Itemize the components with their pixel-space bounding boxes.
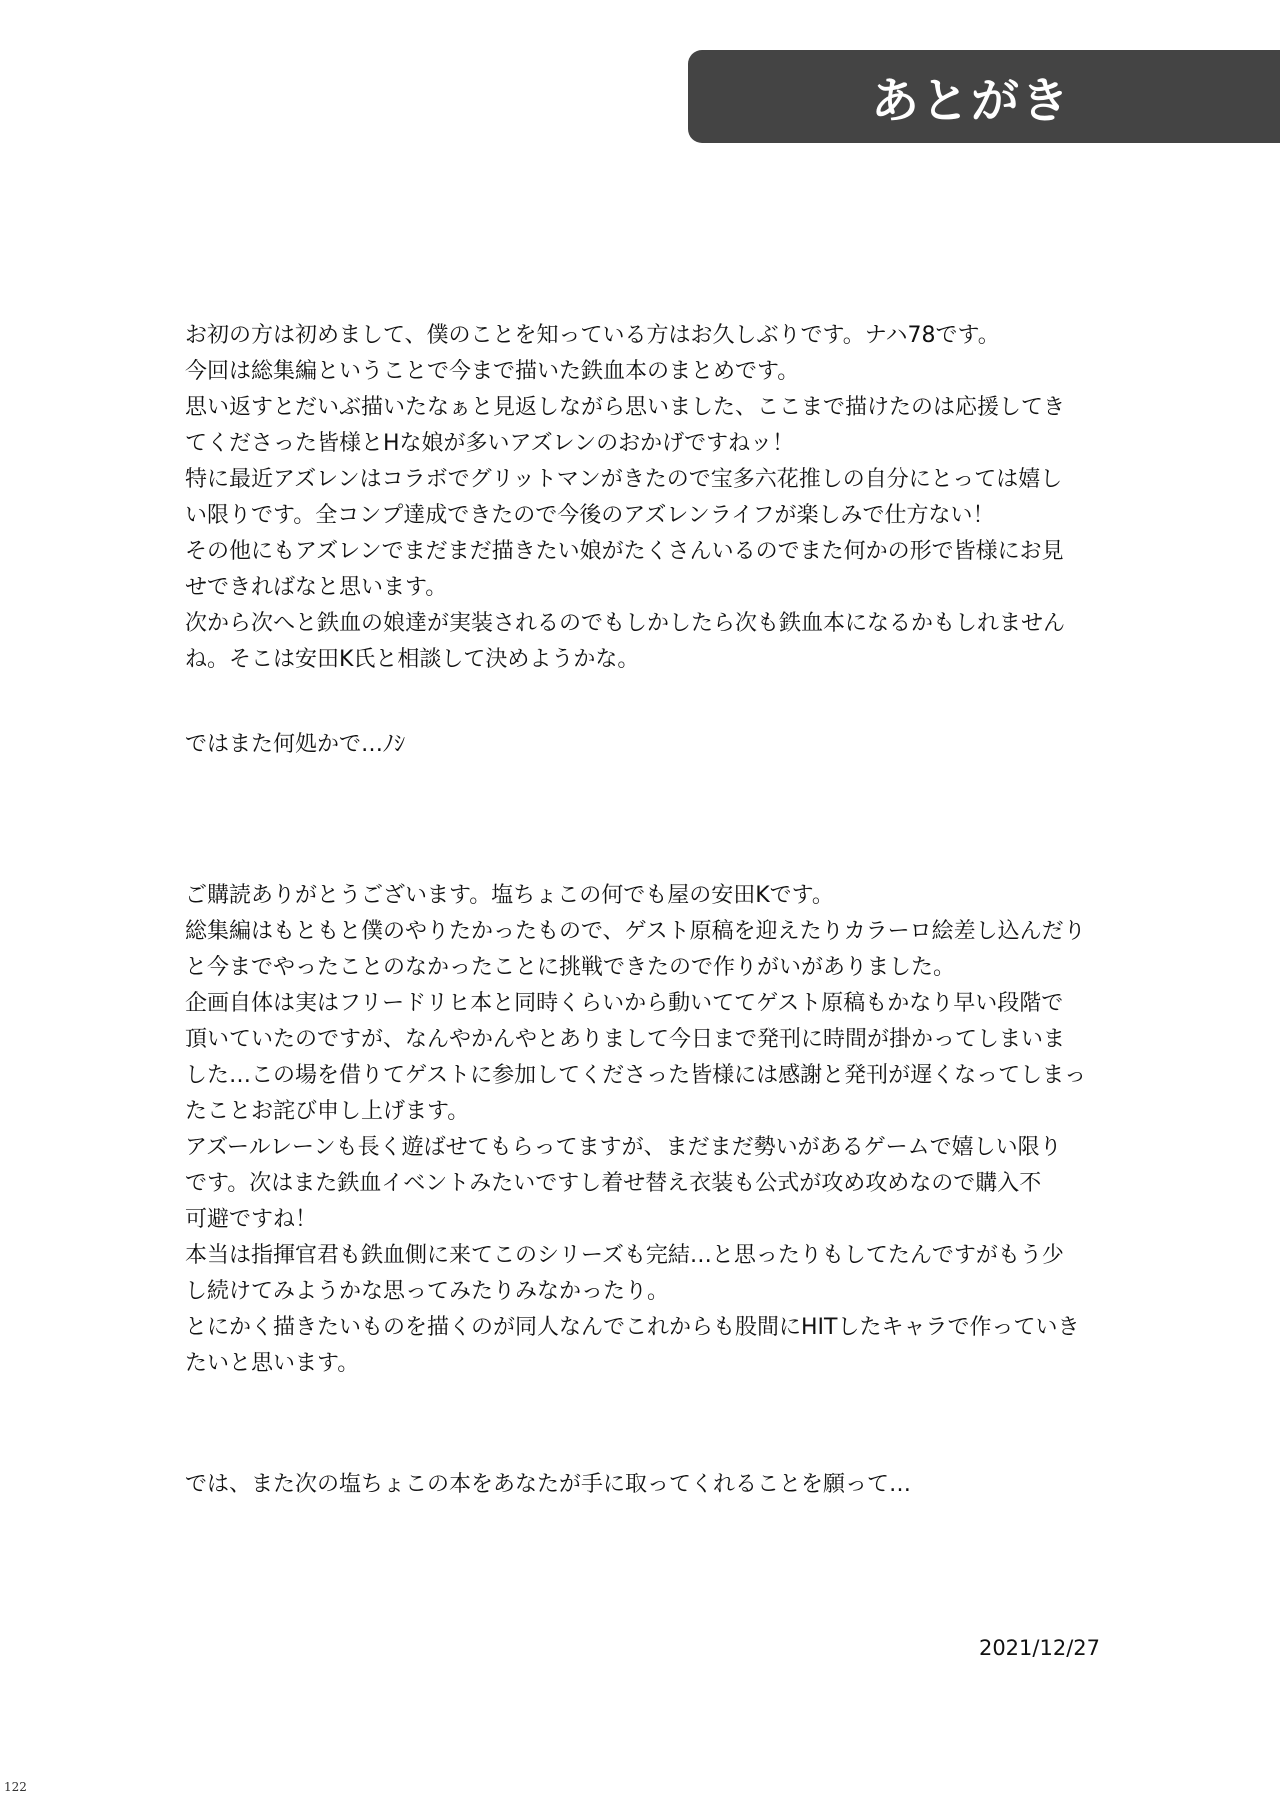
paragraph-line: 思い返すとだいぶ描いたなぁと見返しながら思いました、ここまで描けたのは応援してき bbox=[185, 395, 1066, 420]
afterword-section-1-closing bbox=[185, 727, 1115, 763]
paragraph-line: 次から次へと鉄血の娘達が実装されるのでもしかしたら次も鉄血本になるかもしれません bbox=[185, 611, 1066, 636]
afterword-section-2-closing bbox=[185, 1467, 1115, 1503]
page-title: あとがき bbox=[871, 73, 1072, 129]
date-stamp: 2021/12/27 bbox=[978, 1636, 1100, 1660]
afterword-section-1 bbox=[185, 318, 1115, 678]
paragraph-line: たことお詫び申し上げます。 bbox=[185, 1099, 470, 1124]
paragraph-line: たいと思います。 bbox=[185, 1351, 360, 1376]
paragraph-line: 可避ですね！ bbox=[185, 1207, 318, 1232]
paragraph-line: 企画自体は実はフリードリヒ本と同時くらいから動いててゲスト原稿もかなり早い段階で bbox=[185, 991, 1064, 1016]
paragraph-line: とにかく描きたいものを描くのが同人なんでこれからも股間にHITしたキャラで作っていき bbox=[185, 1315, 1080, 1340]
paragraph-line: と今までやったことのなかったことに挑戦できたので作りがいがありました。 bbox=[185, 955, 956, 980]
paragraph-line: です。次はまた鉄血イベントみたいですし着せ替え衣装も公式が攻め攻めなので購入不 bbox=[185, 1171, 1042, 1196]
paragraph-line: アズールレーンも長く遊ばせてもらってますが、まだまだ勢いがあるゲームで嬉しい限り bbox=[185, 1135, 1062, 1160]
title-banner bbox=[688, 50, 1280, 143]
closing-line: では、また次の塩ちょこの本をあなたが手に取ってくれることを願って… bbox=[185, 1472, 912, 1497]
paragraph-line: 本当は指揮官君も鉄血側に来てこのシリーズも完結…と思ったりもしてたんですがもう少 bbox=[185, 1243, 1064, 1268]
paragraph-line: い限りです。全コンプ達成できたので今後のアズレンライフが楽しみで仕方ない！ bbox=[185, 503, 995, 528]
paragraph-line: し続けてみようかな思ってみたりみなかったり。 bbox=[185, 1279, 670, 1304]
paragraph-line: てくださった皆様とHな娘が多いアズレンのおかげですねッ！ bbox=[185, 431, 795, 456]
paragraph-line: 総集編はもともと僕のやりたかったもので、ゲスト原稿を迎えたりカラーロ絵差し込んだり bbox=[185, 919, 1086, 944]
page-number: 122 bbox=[4, 1780, 27, 1794]
paragraph-line: 特に最近アズレンはコラボでグリットマンがきたので宝多六花推しの自分にとっては嬉し bbox=[185, 467, 1063, 492]
paragraph-line: 今回は総集編ということで今まで描いた鉄血本のまとめです。 bbox=[185, 359, 800, 384]
afterword-section-2 bbox=[185, 878, 1115, 1382]
paragraph-line: お初の方は初めまして、僕のことを知っている方はお久しぶりです。ナハ78です。 bbox=[185, 323, 1000, 348]
paragraph-line: ご購読ありがとうございます。塩ちょこの何でも屋の安田Kです。 bbox=[185, 883, 834, 908]
paragraph-line: ね。そこは安田K氏と相談して決めようかな。 bbox=[185, 647, 640, 672]
closing-line: ではまた何処かで…ﾉｼ bbox=[185, 732, 406, 757]
paragraph-line: 頂いていたのですが、なんやかんやとありまして今日まで発刊に時間が掛かってしまいま bbox=[185, 1027, 1066, 1052]
paragraph-line: その他にもアズレンでまだまだ描きたい娘がたくさんいるのでまた何かの形で皆様にお見 bbox=[185, 539, 1064, 564]
paragraph-line: した…この場を借りてゲストに参加してくださった皆様には感謝と発刊が遅くなってしまっ bbox=[185, 1063, 1087, 1088]
paragraph-line: せできればなと思います。 bbox=[185, 575, 448, 600]
